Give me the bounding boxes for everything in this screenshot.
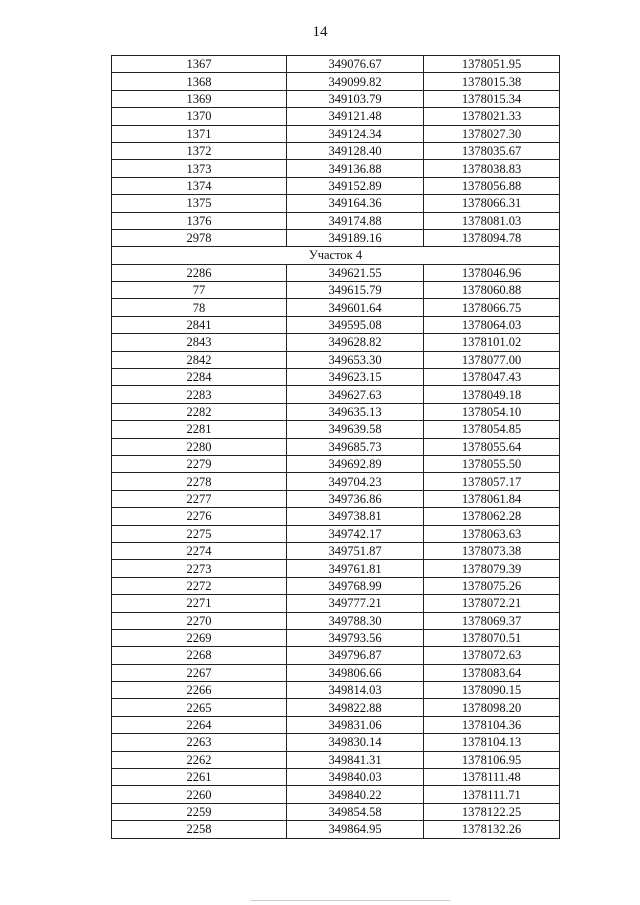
y-coordinate-cell: 1378054.10 xyxy=(424,403,560,420)
x-coordinate-cell: 349840.22 xyxy=(287,786,424,803)
x-coordinate-cell: 349830.14 xyxy=(287,734,424,751)
point-number-cell: 2267 xyxy=(112,664,287,681)
point-number-cell: 2275 xyxy=(112,525,287,542)
y-coordinate-cell: 1378083.64 xyxy=(424,664,560,681)
table-row xyxy=(112,421,560,438)
point-number-cell: 77 xyxy=(112,282,287,299)
point-number-cell: 2265 xyxy=(112,699,287,716)
x-coordinate-cell: 349128.40 xyxy=(287,142,424,159)
x-coordinate-cell: 349639.58 xyxy=(287,421,424,438)
point-number-cell: 1369 xyxy=(112,90,287,107)
table-row xyxy=(112,577,560,594)
y-coordinate-cell: 1378015.34 xyxy=(424,90,560,107)
point-number-cell: 1371 xyxy=(112,125,287,142)
y-coordinate-cell: 1378072.63 xyxy=(424,647,560,664)
x-coordinate-cell: 349831.06 xyxy=(287,716,424,733)
point-number-cell: 2276 xyxy=(112,508,287,525)
y-coordinate-cell: 1378051.95 xyxy=(424,56,560,73)
x-coordinate-cell: 349076.67 xyxy=(287,56,424,73)
x-coordinate-cell: 349704.23 xyxy=(287,473,424,490)
y-coordinate-cell: 1378015.38 xyxy=(424,73,560,90)
point-number-cell: 1373 xyxy=(112,160,287,177)
x-coordinate-cell: 349595.08 xyxy=(287,316,424,333)
table-row xyxy=(112,595,560,612)
table-row xyxy=(112,386,560,403)
y-coordinate-cell: 1378066.75 xyxy=(424,299,560,316)
point-number-cell: 2264 xyxy=(112,716,287,733)
point-number-cell: 2281 xyxy=(112,421,287,438)
point-number-cell: 2278 xyxy=(112,473,287,490)
table-row xyxy=(112,647,560,664)
x-coordinate-cell: 349103.79 xyxy=(287,90,424,107)
point-number-cell: 2271 xyxy=(112,595,287,612)
y-coordinate-cell: 1378063.63 xyxy=(424,525,560,542)
y-coordinate-cell: 1378021.33 xyxy=(424,108,560,125)
x-coordinate-cell: 349768.99 xyxy=(287,577,424,594)
point-number-cell: 1375 xyxy=(112,195,287,212)
y-coordinate-cell: 1378049.18 xyxy=(424,386,560,403)
x-coordinate-cell: 349751.87 xyxy=(287,542,424,559)
point-number-cell: 78 xyxy=(112,299,287,316)
bottom-rule xyxy=(250,900,450,901)
y-coordinate-cell: 1378122.25 xyxy=(424,803,560,820)
x-coordinate-cell: 349152.89 xyxy=(287,177,424,194)
table-row xyxy=(112,177,560,194)
x-coordinate-cell: 349761.81 xyxy=(287,560,424,577)
x-coordinate-cell: 349854.58 xyxy=(287,803,424,820)
x-coordinate-cell: 349136.88 xyxy=(287,160,424,177)
y-coordinate-cell: 1378061.84 xyxy=(424,490,560,507)
x-coordinate-cell: 349738.81 xyxy=(287,508,424,525)
table-row xyxy=(112,316,560,333)
point-number-cell: 2272 xyxy=(112,577,287,594)
point-number-cell: 1368 xyxy=(112,73,287,90)
x-coordinate-cell: 349174.88 xyxy=(287,212,424,229)
x-coordinate-cell: 349864.95 xyxy=(287,821,424,838)
x-coordinate-cell: 349840.03 xyxy=(287,769,424,786)
point-number-cell: 2978 xyxy=(112,229,287,246)
table-row xyxy=(112,403,560,420)
x-coordinate-cell: 349623.15 xyxy=(287,369,424,386)
x-coordinate-cell: 349099.82 xyxy=(287,73,424,90)
y-coordinate-cell: 1378111.71 xyxy=(424,786,560,803)
point-number-cell: 2263 xyxy=(112,734,287,751)
x-coordinate-cell: 349121.48 xyxy=(287,108,424,125)
table-row xyxy=(112,108,560,125)
y-coordinate-cell: 1378098.20 xyxy=(424,699,560,716)
y-coordinate-cell: 1378055.64 xyxy=(424,438,560,455)
y-coordinate-cell: 1378054.85 xyxy=(424,421,560,438)
y-coordinate-cell: 1378066.31 xyxy=(424,195,560,212)
table-row xyxy=(112,125,560,142)
y-coordinate-cell: 1378069.37 xyxy=(424,612,560,629)
table-row xyxy=(112,490,560,507)
table-row xyxy=(112,821,560,838)
point-number-cell: 2268 xyxy=(112,647,287,664)
table-row xyxy=(112,195,560,212)
point-number-cell: 2284 xyxy=(112,369,287,386)
x-coordinate-cell: 349164.36 xyxy=(287,195,424,212)
y-coordinate-cell: 1378064.03 xyxy=(424,316,560,333)
x-coordinate-cell: 349841.31 xyxy=(287,751,424,768)
table-row xyxy=(112,56,560,73)
table-row xyxy=(112,229,560,246)
y-coordinate-cell: 1378055.50 xyxy=(424,455,560,472)
table-row xyxy=(112,282,560,299)
point-number-cell: 2262 xyxy=(112,751,287,768)
table-row xyxy=(112,351,560,368)
table-row xyxy=(112,438,560,455)
y-coordinate-cell: 1378073.38 xyxy=(424,542,560,559)
y-coordinate-cell: 1378081.03 xyxy=(424,212,560,229)
table-row xyxy=(112,73,560,90)
section-header-row xyxy=(112,247,560,264)
point-number-cell: 2266 xyxy=(112,682,287,699)
point-number-cell: 1367 xyxy=(112,56,287,73)
x-coordinate-cell: 349814.03 xyxy=(287,682,424,699)
y-coordinate-cell: 1378104.13 xyxy=(424,734,560,751)
x-coordinate-cell: 349796.87 xyxy=(287,647,424,664)
x-coordinate-cell: 349685.73 xyxy=(287,438,424,455)
point-number-cell: 1374 xyxy=(112,177,287,194)
y-coordinate-cell: 1378111.48 xyxy=(424,769,560,786)
table-row xyxy=(112,629,560,646)
y-coordinate-cell: 1378094.78 xyxy=(424,229,560,246)
x-coordinate-cell: 349635.13 xyxy=(287,403,424,420)
table-row xyxy=(112,455,560,472)
point-number-cell: 2841 xyxy=(112,316,287,333)
table-row xyxy=(112,542,560,559)
y-coordinate-cell: 1378072.21 xyxy=(424,595,560,612)
table-row xyxy=(112,716,560,733)
x-coordinate-cell: 349793.56 xyxy=(287,629,424,646)
point-number-cell: 2258 xyxy=(112,821,287,838)
point-number-cell: 2273 xyxy=(112,560,287,577)
y-coordinate-cell: 1378075.26 xyxy=(424,577,560,594)
table-row xyxy=(112,508,560,525)
table-row xyxy=(112,525,560,542)
x-coordinate-cell: 349736.86 xyxy=(287,490,424,507)
x-coordinate-cell: 349806.66 xyxy=(287,664,424,681)
point-number-cell: 1376 xyxy=(112,212,287,229)
y-coordinate-cell: 1378101.02 xyxy=(424,334,560,351)
point-number-cell: 2842 xyxy=(112,351,287,368)
point-number-cell: 2259 xyxy=(112,803,287,820)
x-coordinate-cell: 349692.89 xyxy=(287,455,424,472)
point-number-cell: 2260 xyxy=(112,786,287,803)
x-coordinate-cell: 349788.30 xyxy=(287,612,424,629)
y-coordinate-cell: 1378090.15 xyxy=(424,682,560,699)
y-coordinate-cell: 1378056.88 xyxy=(424,177,560,194)
point-number-cell: 2843 xyxy=(112,334,287,351)
y-coordinate-cell: 1378104.36 xyxy=(424,716,560,733)
y-coordinate-cell: 1378077.00 xyxy=(424,351,560,368)
x-coordinate-cell: 349653.30 xyxy=(287,351,424,368)
table-row xyxy=(112,769,560,786)
x-coordinate-cell: 349742.17 xyxy=(287,525,424,542)
section-title: Участок 4 xyxy=(112,247,560,264)
point-number-cell: 2261 xyxy=(112,769,287,786)
y-coordinate-cell: 1378027.30 xyxy=(424,125,560,142)
table-row xyxy=(112,612,560,629)
y-coordinate-cell: 1378047.43 xyxy=(424,369,560,386)
table-row xyxy=(112,334,560,351)
table-row xyxy=(112,786,560,803)
point-number-cell: 2277 xyxy=(112,490,287,507)
table-row xyxy=(112,299,560,316)
point-number-cell: 1372 xyxy=(112,142,287,159)
table-row xyxy=(112,734,560,751)
y-coordinate-cell: 1378060.88 xyxy=(424,282,560,299)
y-coordinate-cell: 1378046.96 xyxy=(424,264,560,281)
table-row xyxy=(112,142,560,159)
x-coordinate-cell: 349628.82 xyxy=(287,334,424,351)
page-number: 14 xyxy=(312,24,328,40)
point-number-cell: 2269 xyxy=(112,629,287,646)
point-number-cell: 2270 xyxy=(112,612,287,629)
y-coordinate-cell: 1378038.83 xyxy=(424,160,560,177)
table-row xyxy=(112,664,560,681)
y-coordinate-cell: 1378035.67 xyxy=(424,142,560,159)
y-coordinate-cell: 1378057.17 xyxy=(424,473,560,490)
y-coordinate-cell: 1378106.95 xyxy=(424,751,560,768)
point-number-cell: 2283 xyxy=(112,386,287,403)
table-row xyxy=(112,264,560,281)
table-row xyxy=(112,160,560,177)
table-row xyxy=(112,803,560,820)
x-coordinate-cell: 349189.16 xyxy=(287,229,424,246)
point-number-cell: 2282 xyxy=(112,403,287,420)
point-number-cell: 2286 xyxy=(112,264,287,281)
coordinates-table xyxy=(111,55,560,839)
x-coordinate-cell: 349777.21 xyxy=(287,595,424,612)
point-number-cell: 2274 xyxy=(112,542,287,559)
table-row xyxy=(112,90,560,107)
table-row xyxy=(112,682,560,699)
point-number-cell: 1370 xyxy=(112,108,287,125)
x-coordinate-cell: 349621.55 xyxy=(287,264,424,281)
y-coordinate-cell: 1378132.26 xyxy=(424,821,560,838)
y-coordinate-cell: 1378070.51 xyxy=(424,629,560,646)
x-coordinate-cell: 349822.88 xyxy=(287,699,424,716)
y-coordinate-cell: 1378062.28 xyxy=(424,508,560,525)
table-row xyxy=(112,751,560,768)
point-number-cell: 2279 xyxy=(112,455,287,472)
table-row xyxy=(112,473,560,490)
x-coordinate-cell: 349124.34 xyxy=(287,125,424,142)
x-coordinate-cell: 349615.79 xyxy=(287,282,424,299)
coordinates-table-body xyxy=(112,56,560,839)
x-coordinate-cell: 349627.63 xyxy=(287,386,424,403)
table-row xyxy=(112,212,560,229)
y-coordinate-cell: 1378079.39 xyxy=(424,560,560,577)
table-row xyxy=(112,560,560,577)
x-coordinate-cell: 349601.64 xyxy=(287,299,424,316)
point-number-cell: 2280 xyxy=(112,438,287,455)
table-row xyxy=(112,699,560,716)
table-row xyxy=(112,369,560,386)
